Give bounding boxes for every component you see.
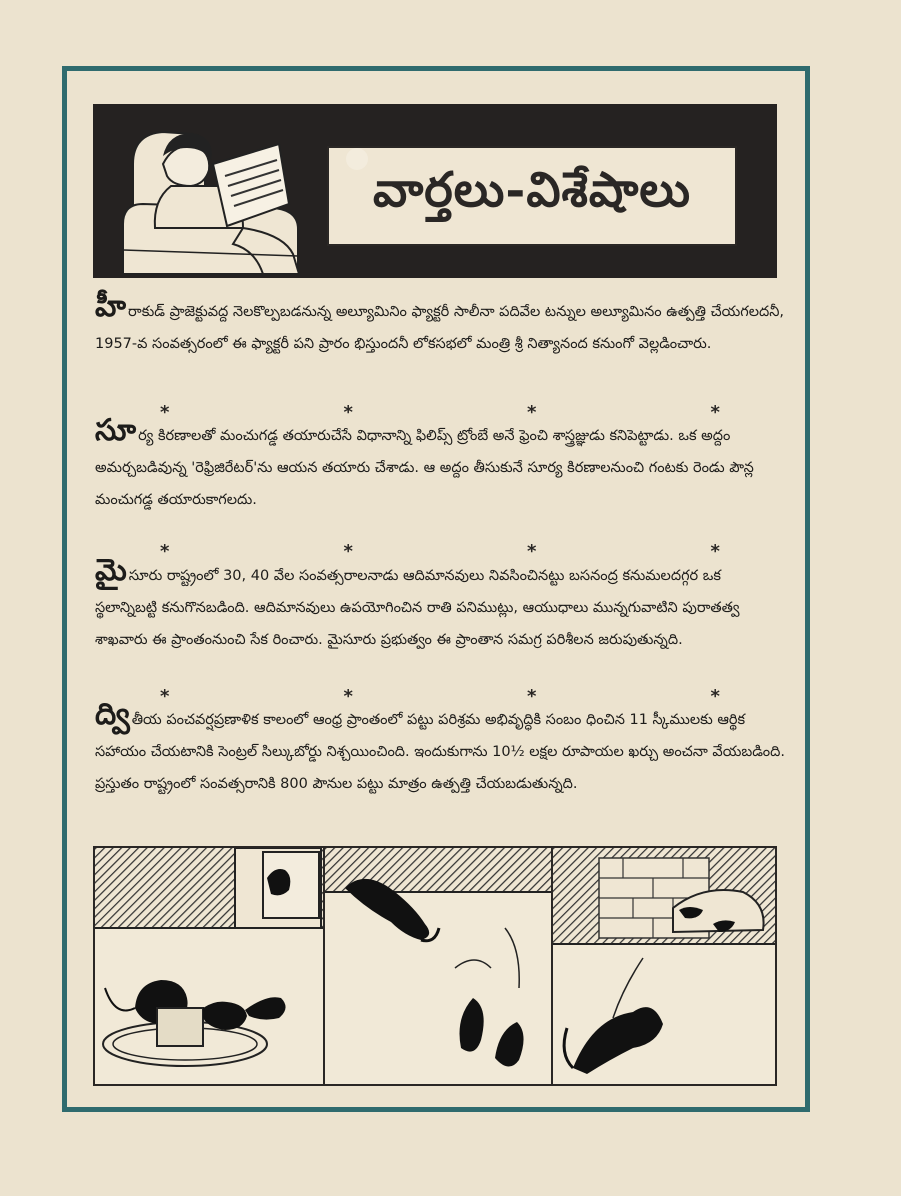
news-text: సూరు రాష్ట్రంలో 30, 40 వేల సంవత్సరాలనాడు ఆదిమానవులు నివసించినట్టు బసనంద్ర కనుమలదగ్గర ఒక స్థలాన్నిబట్టి కనుగొనబడింది. ఆదిమానవులు ఉపయోగించిన రాతి పనిముట్లు, ఆయుధాలు మున్నగువాటిని పురాతత్వ శాఖవారు ఈ ప్రాంతంనుంచి సేక రించారు. మైసూరు ప్రభుత్వం ఈ ప్రాంతాన సమగ్ర పరిశీలన జరుపుతున్నది. [95,568,740,648]
dropcap: మై [95,553,127,588]
cat-and-mice-illustration [95,848,323,1084]
separator-star: * [343,686,353,707]
news-text: ర్య కిరణాలతో మంచుగడ్డ తయారుచేసే విధానాన్ని ఫిలిప్స్ ట్రోంబే అనే ఫ్రెంచి శాస్త్రజ్ఞుడు కనిపెట్టాడు. ఒక అద్దం అమర్చబడివున్న 'రెఫ్రిజిరేటర్'ను ఆయన తయారు చేశాడు. ఆ అద్దం తీసుకునే సూర్య కిరణాలనుంచి గంటకు రెండు పౌన్ల మంచుగడ్డ తయారుకాగలదు. [95,428,754,508]
separator-stars [160,686,720,706]
separator-star: * [527,541,537,562]
separator-star: * [527,402,537,423]
separator-star: * [710,541,720,562]
cartoon-panel-3 [553,848,775,1084]
news-text: రాకుడ్ ప్రాజెక్టువద్ద నెలకొల్పబడనున్న అల్యూమినిం ఫ్యాక్టరీ సాలీనా పదివేల టన్నుల అల్యూమినం ఉత్పత్తి చేయగలదనీ, 1957-వ సంవత్సరంలో ఈ ఫ్యాక్టరీ పని ప్రారం భిస్తుందనీ లోకసభలో మంత్రి శ్రీ నిత్యానంద కనుంగో వెల్లడించారు. [95,304,785,352]
separator-star: * [710,402,720,423]
cartoon-panel-2 [325,848,551,1084]
cartoon-strip [93,846,777,1086]
dropcap: ద్వి [95,697,130,732]
separator-stars [160,541,720,561]
news-item-2 [95,413,785,516]
separator-star: * [710,686,720,707]
separator-star: * [160,402,170,423]
header-banner [93,104,777,278]
separator-star: * [343,402,353,423]
news-item-3 [95,553,785,656]
news-item-1 [95,289,785,360]
punch-hole [346,148,368,170]
news-text: తీయ పంచవర్షప్రణాళిక కాలంలో ఆంధ్ర ప్రాంతంలో పట్టు పరిశ్రమ అభివృద్ధికి సంబం ధించిన 11 స్కీములకు ఆర్థిక సహాయం చేయటానికి సెంట్రల్ సిల్కుబోర్డు నిశ్చయించింది. ఇందుకుగాను 10½ లక్షల రూపాయల ఖర్చు అంచనా వేయబడింది. ప్రస్తుతం రాష్ట్రంలో సంవత్సరానికి 800 పౌనుల పట్టు మాత్రం ఉత్పత్తి చేయబడుతున్నది. [95,712,785,792]
dropcap: హీ [95,289,126,324]
separator-star: * [343,541,353,562]
title-box [327,146,737,246]
dropcap: సూ [95,413,137,448]
separator-star: * [160,686,170,707]
leaping-cat-illustration [325,848,551,1084]
separator-star: * [527,686,537,707]
cartoon-panel-1 [95,848,323,1084]
separator-star: * [160,541,170,562]
cat-chasing-mice-illustration [553,848,775,1084]
separator-stars [160,402,720,422]
news-item-4 [95,697,785,800]
page-title: వార్తలు-విశేషాలు [373,162,691,218]
newspaper-reader-illustration [93,104,333,278]
